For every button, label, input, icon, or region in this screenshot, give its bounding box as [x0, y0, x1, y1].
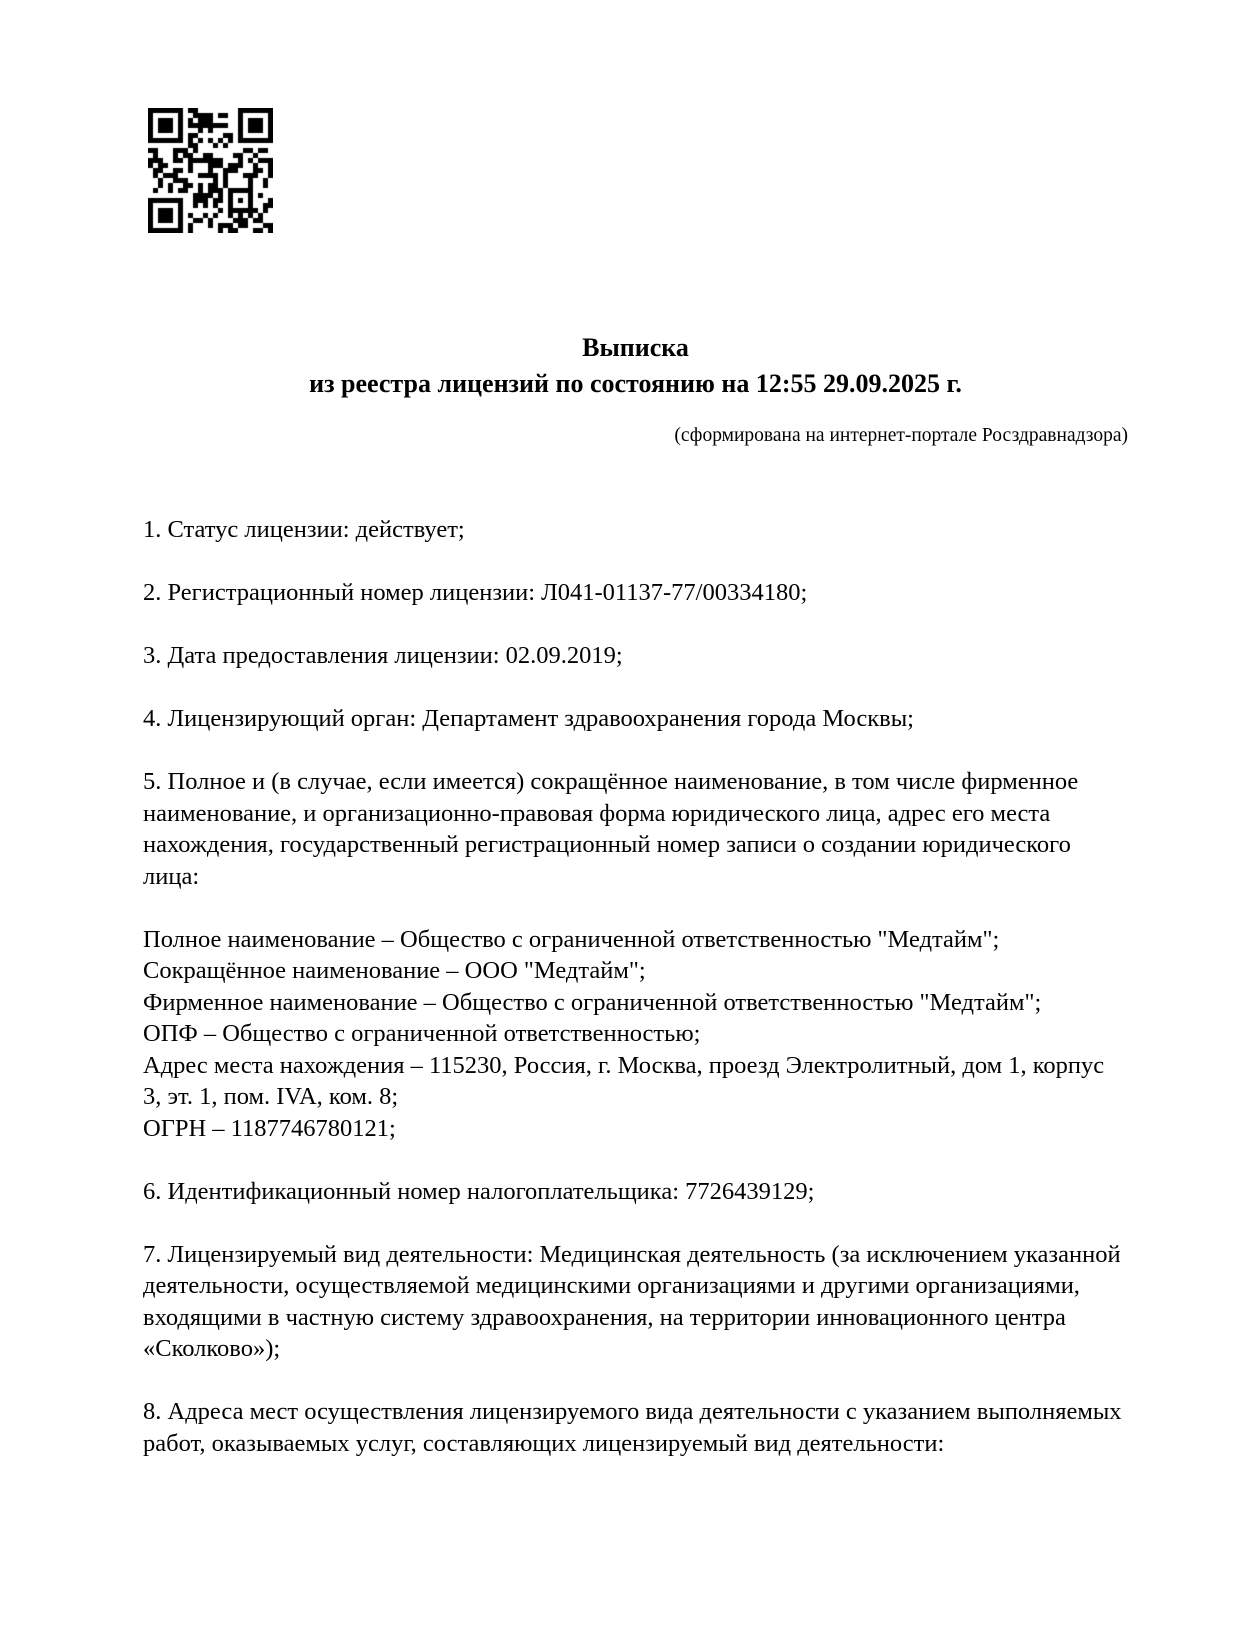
taxpayer-id-paragraph: 6. Идентификационный номер налогоплательщика: 7726439129;: [143, 1177, 815, 1205]
generation-note: (сформирована на интернет-портале Росздравнадзора): [674, 425, 1128, 446]
document-title: [143, 330, 1128, 402]
company-details-block: [143, 924, 1128, 1145]
title-line-1: Выписка: [582, 333, 689, 362]
license-status-paragraph: 1. Статус лицензии: действует;: [143, 516, 465, 543]
activity-addresses-intro-paragraph: 8. Адреса мест осуществления лицензируемого вида деятельности с указанием выполняемых работ, оказываемых услуг, составляющих лицензируемый вид деятельности:: [143, 1398, 1122, 1457]
license-date-paragraph: 3. Дата предоставления лицензии: 02.09.2019;: [143, 642, 623, 669]
title-line-2: из реестра лицензий по состоянию на 12:55 29.09.2025 г.: [309, 369, 962, 398]
document-body: [143, 514, 1128, 1491]
company-address-line: Адрес места нахождения – 115230, Россия, г. Москва, проезд Электролитный, дом 1, корпус 3, эт. 1, пом. IVA, ком. 8;: [143, 1051, 1105, 1110]
company-full-name-line: Полное наименование – Общество с ограниченной ответственностью "Медтайм";: [143, 925, 1000, 953]
company-brand-name-line: Фирменное наименование – Общество с ограниченной ответственностью "Медтайм";: [143, 988, 1042, 1016]
qr-code: [148, 108, 273, 233]
licensed-activity-paragraph: 7. Лицензируемый вид деятельности: Медицинская деятельность (за исключением указанной деятельности, осуществляемой медицинскими организациями и другими организациями, входящими в частную систему здравоохранения, на территории инновационного центра «Сколково»);: [143, 1240, 1121, 1362]
company-short-name-line: Сокращённое наименование – ООО "Медтайм";: [143, 957, 646, 984]
company-legal-form-line: ОПФ – Общество с ограниченной ответственностью;: [143, 1020, 701, 1047]
company-ogrn-line: ОГРН – 1187746780121;: [143, 1114, 396, 1142]
licensing-authority-paragraph: 4. Лицензирующий орган: Департамент здравоохранения города Москвы;: [143, 705, 914, 732]
entity-name-intro-paragraph: 5. Полное и (в случае, если имеется) сокращённое наименование, в том числе фирменное наименование, и организационно-правовая форма юридического лица, адрес его места нахождения, государственный регистрационный номер записи о создании юридического лица:: [143, 768, 1079, 890]
license-number-paragraph: 2. Регистрационный номер лицензии: Л041-01137-77/00334180;: [143, 579, 808, 606]
